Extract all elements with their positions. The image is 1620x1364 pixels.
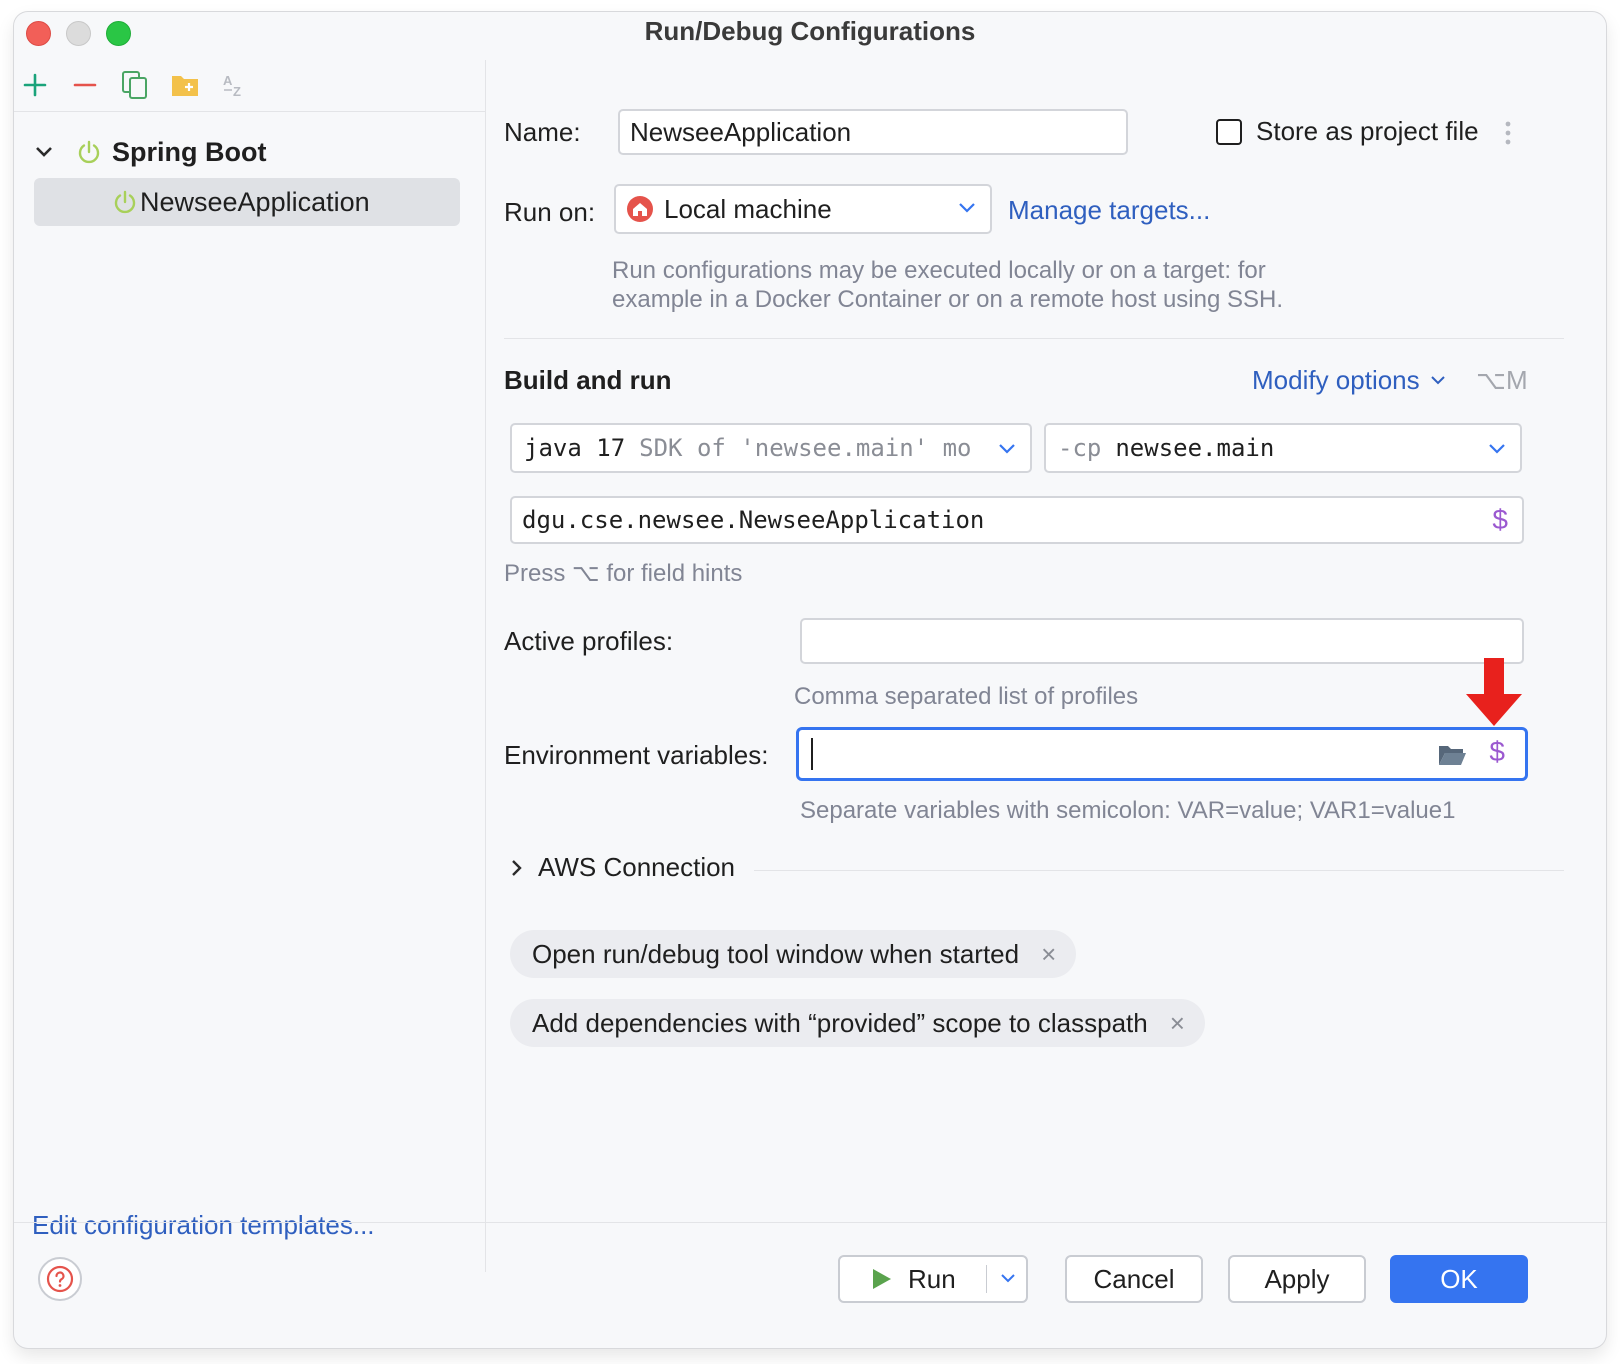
ok-button[interactable]: OK	[1390, 1255, 1528, 1303]
active-profiles-input[interactable]	[800, 618, 1524, 664]
chevron-down-icon	[958, 202, 976, 214]
classpath-value: newsee.main	[1115, 434, 1275, 462]
spring-boot-icon	[76, 139, 102, 165]
main-class-value: dgu.cse.newsee.NewseeApplication	[522, 506, 985, 534]
chevron-down-icon[interactable]	[34, 145, 60, 159]
title-bar	[14, 12, 1606, 52]
run-on-hint-line-2: example in a Docker Container or on a remote host using SSH.	[612, 286, 1284, 313]
tree-item-newsee-application[interactable]	[34, 178, 460, 226]
option-chip-open-tool-window	[510, 930, 1076, 978]
apply-button[interactable]: Apply	[1228, 1255, 1366, 1303]
run-dropdown-divider	[986, 1265, 987, 1293]
chevron-down-icon[interactable]	[1000, 1273, 1016, 1284]
environment-variables-label: Environment variables:	[504, 740, 769, 770]
name-input-value: NewseeApplication	[630, 117, 852, 147]
section-divider	[504, 338, 1564, 339]
option-chip-label: Open run/debug tool window when started	[532, 938, 1020, 969]
aws-divider	[754, 870, 1564, 871]
checkbox-box[interactable]	[1216, 119, 1242, 145]
option-chip-label: Add dependencies with “provided” scope to classpath	[532, 1007, 1148, 1038]
store-as-project-file-checkbox[interactable]	[1216, 116, 1479, 147]
home-icon	[626, 195, 654, 223]
svg-text:Z: Z	[233, 84, 241, 99]
active-profiles-hint: Comma separated list of profiles	[794, 683, 1139, 710]
dollar-icon[interactable]: $	[1492, 504, 1508, 535]
run-button-label: Run	[908, 1263, 956, 1294]
window-title: Run/Debug Configurations	[644, 16, 976, 46]
edit-configuration-templates-link[interactable]: Edit configuration templates...	[32, 1210, 375, 1240]
jre-value: java 17	[524, 434, 626, 462]
configurations-toolbar	[14, 60, 485, 112]
red-arrow-down-icon	[1464, 656, 1524, 733]
more-vertical-icon[interactable]	[1504, 120, 1512, 151]
close-icon[interactable]: ×	[1169, 1007, 1185, 1038]
modify-options-shortcut: ⌥M	[1476, 365, 1528, 395]
dollar-icon[interactable]: $	[1489, 736, 1505, 767]
configuration-form	[486, 60, 1606, 1272]
run-on-dropdown[interactable]	[614, 184, 992, 234]
active-profiles-label: Active profiles:	[504, 626, 674, 656]
aws-connection-section[interactable]	[510, 852, 735, 883]
modify-options-link[interactable]	[1252, 365, 1446, 396]
module-classpath-dropdown[interactable]	[1044, 423, 1522, 473]
tree-group-label: Spring Boot	[112, 136, 267, 167]
field-hints-text: Press ⌥ for field hints	[504, 560, 743, 587]
copy-icon[interactable]	[118, 68, 152, 102]
chevron-down-icon	[998, 443, 1016, 455]
chevron-down-icon	[1488, 443, 1506, 455]
new-folder-icon[interactable]	[168, 68, 202, 102]
close-icon[interactable]: ×	[1041, 938, 1057, 969]
option-chip-provided-scope	[510, 999, 1205, 1047]
classpath-prefix: -cp	[1058, 434, 1102, 462]
folder-open-icon[interactable]	[1437, 743, 1467, 767]
environment-variables-input[interactable]	[796, 727, 1528, 781]
environment-variables-hint: Separate variables with semicolon: VAR=value; VAR1=value1	[800, 797, 1456, 824]
jre-description: SDK of 'newsee.main' mo	[639, 434, 972, 462]
spring-boot-icon	[112, 189, 138, 215]
name-label: Name:	[504, 117, 581, 147]
jre-dropdown[interactable]	[510, 423, 1032, 473]
tree-group-spring-boot[interactable]	[34, 130, 266, 174]
svg-text:A: A	[223, 73, 233, 88]
cancel-button[interactable]: Cancel	[1065, 1255, 1203, 1303]
build-and-run-title: Build and run	[504, 365, 672, 395]
run-on-label: Run on:	[504, 197, 596, 227]
dialog-footer	[14, 1222, 1606, 1348]
remove-icon[interactable]	[68, 68, 102, 102]
play-icon	[872, 1268, 892, 1290]
help-button[interactable]	[38, 1257, 82, 1301]
aws-connection-label: AWS Connection	[538, 852, 736, 882]
help-icon	[46, 1265, 74, 1293]
configurations-panel	[14, 60, 486, 1272]
chevron-right-icon[interactable]	[510, 858, 524, 878]
run-debug-dialog	[14, 12, 1606, 1348]
run-on-hint-line-1: Run configurations may be executed locally or on a target: for	[612, 257, 1266, 284]
tree-item-label: NewseeApplication	[140, 186, 370, 217]
chevron-down-icon	[1430, 375, 1446, 386]
text-cursor	[811, 738, 813, 770]
store-as-project-file-label: Store as project file	[1256, 116, 1479, 146]
run-on-value: Local machine	[664, 193, 832, 224]
add-icon[interactable]	[18, 68, 52, 102]
run-button[interactable]	[838, 1255, 1028, 1303]
name-input[interactable]	[618, 109, 1128, 155]
sort-alphabetically-icon[interactable]	[218, 68, 252, 102]
modify-options-label: Modify options	[1252, 365, 1420, 395]
main-class-input[interactable]	[510, 496, 1524, 544]
manage-targets-link[interactable]: Manage targets...	[1008, 195, 1211, 225]
